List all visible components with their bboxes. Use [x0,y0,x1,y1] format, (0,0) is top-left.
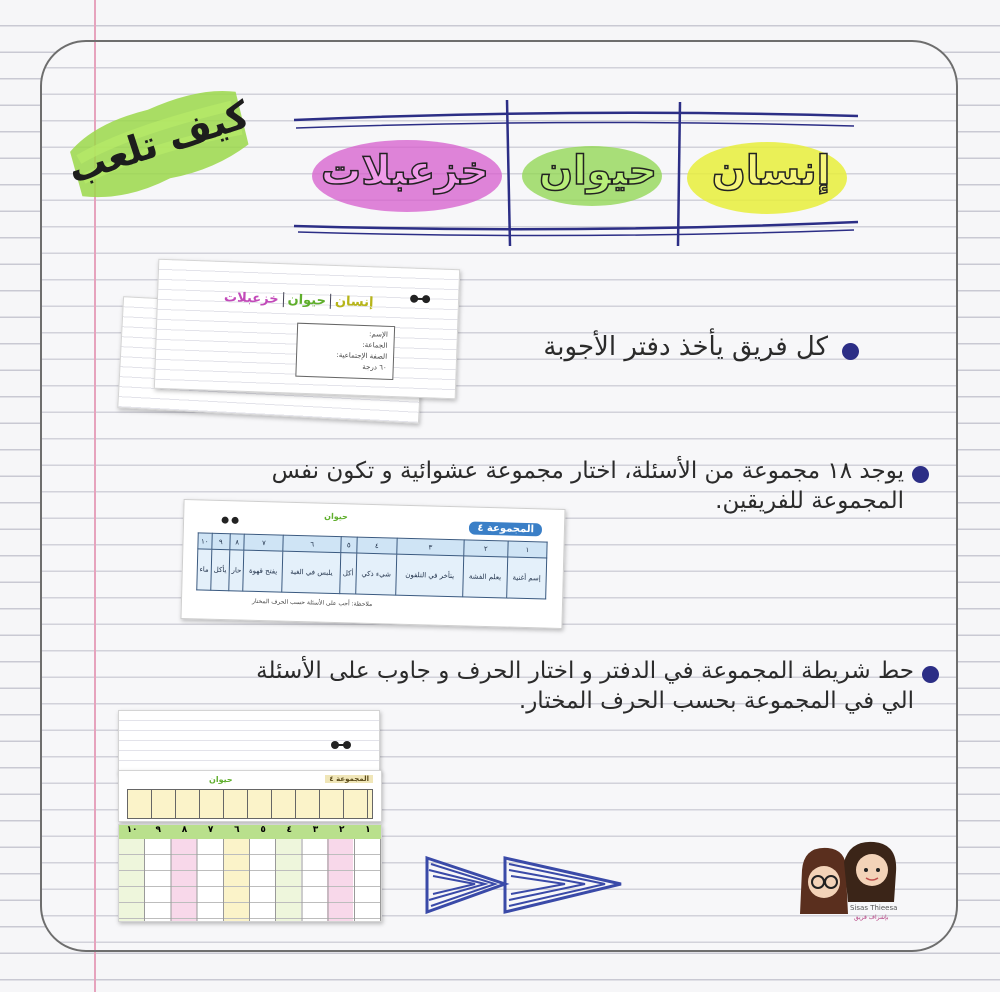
strip-cell: شيء ذكي [355,553,397,595]
answer-col-number: ١٠ [126,825,138,835]
strip-cell: يفتح قهوة [243,550,283,592]
strip-number: ٧ [244,534,283,551]
mini-word-haiwan: حيوان [283,292,331,309]
answer-col-number: ١ [365,825,371,835]
strip-cell: يلبس في الغية [282,551,341,593]
answer-col-number: ٢ [338,825,345,835]
strip-number: ٥ [341,537,357,553]
booklet-mini-logo [220,290,378,310]
badge-label: كيف تلعب [62,92,255,193]
answer-col-number: ٦ [234,825,240,835]
glasses-logo-icon [220,509,240,518]
strip-number: ١ [508,541,547,558]
strip-cell: يتأخر في التلفون [396,554,464,597]
form-line: الإسم: [368,330,388,339]
strip-question-row [197,549,547,599]
strip-cell: يأكل [210,549,229,590]
strip-number: ٩ [211,533,230,549]
answer-col-number: ٩ [155,825,162,835]
step-2-line-2: المجموعة للفريقين. [715,488,904,514]
answer-grid-cells [119,839,381,921]
answer-booklet-image [116,264,476,420]
form-line: ٦٠ درجة [362,362,387,372]
booklet-answer-grid [118,824,382,922]
strip-cell: يعلم الفشة [462,556,507,598]
game-logo [292,98,862,248]
mini-word-insan: إنسان [334,293,374,311]
booklet-top-page [118,710,380,774]
strip-cell: ماء [197,549,212,590]
strip-number: ٤ [356,537,397,554]
strip-number: ٢ [463,540,508,557]
strip-number: ٦ [283,535,341,553]
step-3-text [82,656,914,716]
booklet-front-sheet [154,259,460,399]
step-3-line-2: الي في المجموعة بحسب الحرف المختار. [518,688,914,714]
step-3-bullet [922,666,939,683]
mini-word-khazaabalat: خزعبلات [220,290,284,307]
authors-name: Sisas Thieesa [850,904,898,912]
form-line: الصفة الإجتماعية: [336,351,388,361]
strip-cell: إسم أغنية [507,557,547,599]
step-2-line-1: يوجد ١٨ مجموعة من الأسئلة، اختار مجموعة عشوائية و تكون نفس [271,458,904,484]
booklet-with-strip-image [118,710,384,920]
strip-mini-logo: حيوان [324,511,348,522]
step-1-bullet [842,343,859,360]
answer-col-number: ٤ [286,825,293,835]
logo-word-khazaabalat: خزعبلات [321,148,489,194]
how-to-play-badge [53,67,265,221]
logo-word-haiwan: حيوان [538,148,658,194]
logo-word-insan: إنسان [711,148,831,194]
answer-col-number: ٥ [260,825,266,835]
authors-sub: بإشراف فريق [854,914,889,921]
booklet-inserted-strip [118,770,382,822]
inserted-group-label: المجموعة ٤ [325,775,373,783]
inserted-strip-grid [127,789,373,819]
strip-cell: حار [229,550,245,591]
step-2-bullet [912,466,929,483]
strip-footnote: ملاحظة: أجب على الأسئلة حسب الحرف المختار [251,597,373,608]
answer-col-number: ٣ [312,825,319,835]
answer-grid-header [119,825,381,839]
double-arrow-icon [425,854,625,916]
strip-number: ٣ [397,538,464,556]
glasses-logo-icon [329,735,353,745]
strip-cell: أكل [340,553,357,594]
question-strip-image [180,499,565,629]
answer-col-number: ٨ [181,825,188,835]
authors-illustration [794,840,904,940]
answer-col-number: ٧ [207,825,214,835]
form-line: الجماعة: [362,340,388,350]
step-1-text: كل فريق يأخذ دفتر الأجوبة [543,332,828,362]
step-3-line-1: حط شريطة المجموعة في الدفتر و اختار الحرف و جاوب على الأسئلة [256,658,914,684]
strip-number: ١٠ [198,533,212,549]
inserted-mini-logo: حيوان [209,775,233,784]
strip-table [196,532,547,599]
how-to-play-card [40,40,958,952]
strip-group-label: المجموعة ٤ [469,522,542,537]
strip-number: ٨ [230,534,245,550]
booklet-form [295,323,395,380]
glasses-logo-icon [408,289,432,300]
